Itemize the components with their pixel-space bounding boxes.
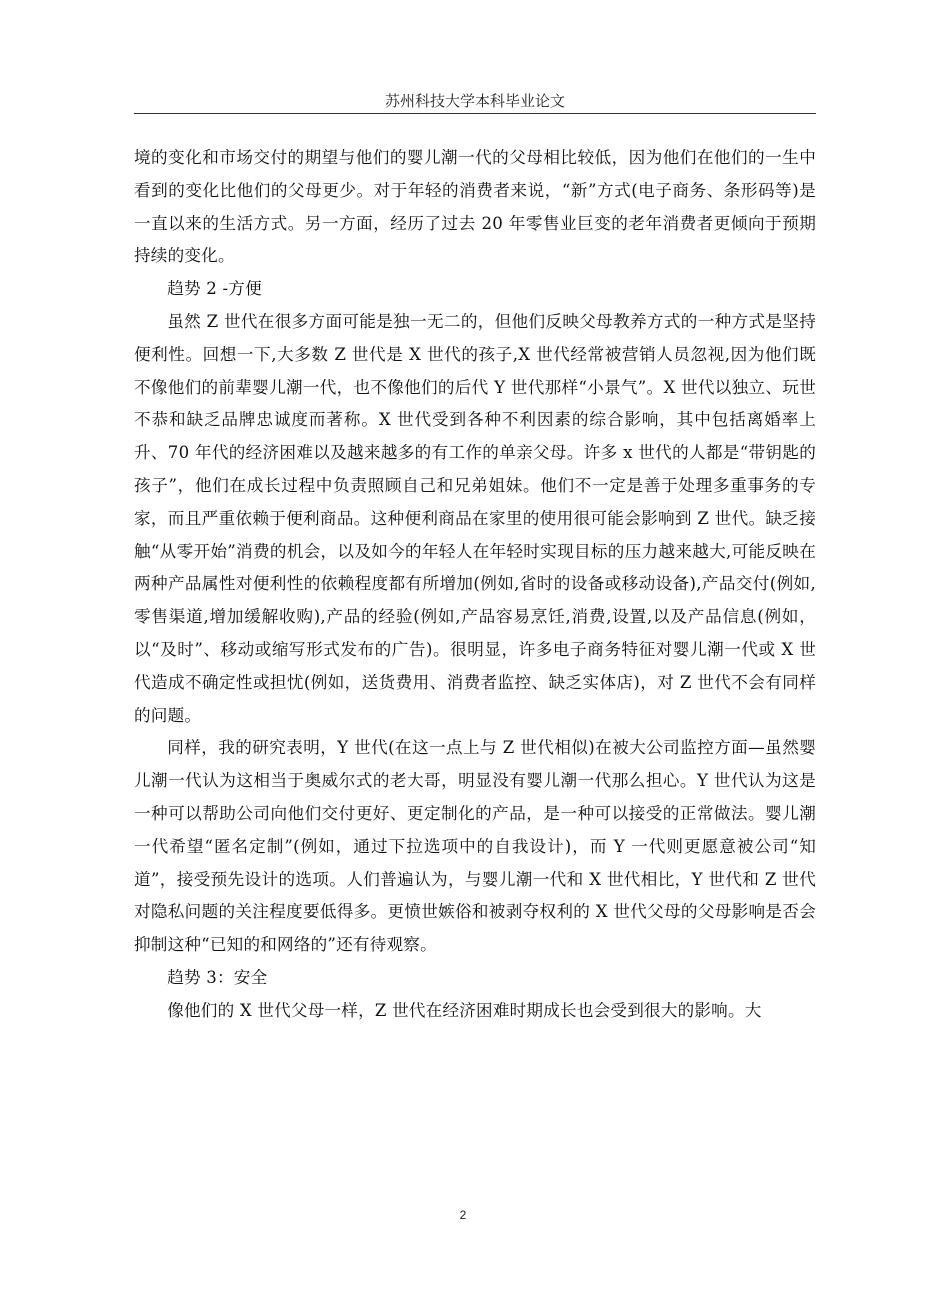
header-rule [134, 113, 816, 114]
paragraph-security: 像他们的 X 世代父母一样，Z 世代在经济困难时期成长也会受到很大的影响。大 [167, 1000, 762, 1020]
paragraph-surveillance: 同样，我的研究表明，Y 世代(在这一点上与 Z 世代相似)在被大公司监控方面—虽然婴儿潮一代认为这相当于奥威尔式的老大哥，明显没有婴儿潮一代那么担心。Y 世代认为这是一种可以帮助公司向他们交付更好、更定制化的产品，是一种可以接受的正常做法。婴儿潮一代希望“匿名定制”(例如，通过下拉选项中的自我设计)，而 Y 一代则更愿意被公司“知道”，接受预先设计的选项。人们普遍认为，与婴儿潮一代和 X 世代相比，Y 世代和 Z 世代对隐私问题的关注程度要低得多。更愤世嫉俗和被剥夺权利的 X 世代父母的父母影响是否会抑制这种“已知的和网络的”还有待观察。 [134, 738, 816, 955]
paragraph-convenience: 虽然 Z 世代在很多方面可能是独一无二的，但他们反映父母教养方式的一种方式是坚持便利性。回想一下,大多数 Z 世代是 X 世代的孩子,X 世代经常被营销人员忽视,因为他们既不像他们的前辈婴儿潮一代，也不像他们的后代 Y 世代那样“小景气”。X 世代以独立、玩世不恭和缺乏品牌忠诚度而著称。X 世代受到各种不利因素的综合影响，其中包括离婚率上升、70 年代的经济困难以及越来越多的有工作的单亲父母。许多 x 世代的人都是“带钥匙的孩子”，他们在成长过程中负责照顾自己和兄弟姐妹。他们不一定是善于处理多重事务的专家，而且严重依赖于便利商品。这种便利商品在家里的使用很可能会影响到 Z 世代。缺乏接触“从零开始”消费的机会，以及如今的年轻人在年轻时实现目标的压力越来越大,可能反映在两种产品属性对便利性的依赖程度都有所增加(例如,省时的设备或移动设备),产品交付(例如,零售渠道,增加缓解收购),产品的经验(例如,产品容易烹饪,消费,设置,以及产品信息(例如，以“及时”、移动或缩写形式发布的广告)。很明显，许多电子商务特征对婴儿潮一代或 X 世代造成不确定性或担忧(例如，送货费用、消费者监控、缺乏实体店)，对 Z 世代不会有同样的问题。 [134, 311, 816, 725]
running-header: 苏州科技大学本科毕业论文 [384, 92, 565, 110]
section-heading-trend-3: 趋势 3：安全 [167, 967, 268, 987]
paragraph-continued: 境的变化和市场交付的期望与他们的婴儿潮一代的父母相比较低，因为他们在他们的一生中看到的变化比他们的父母更少。对于年轻的消费者来说，“新”方式(电子商务、条形码等)是一直以来的生活方式。另一方面，经历了过去 20 年零售业巨变的老年消费者更倾向于预期持续的变化。 [134, 148, 816, 266]
section-heading-trend-2: 趋势 2 -方便 [167, 279, 262, 299]
page-number: 2 [459, 1208, 467, 1222]
body-text [134, 142, 816, 1028]
